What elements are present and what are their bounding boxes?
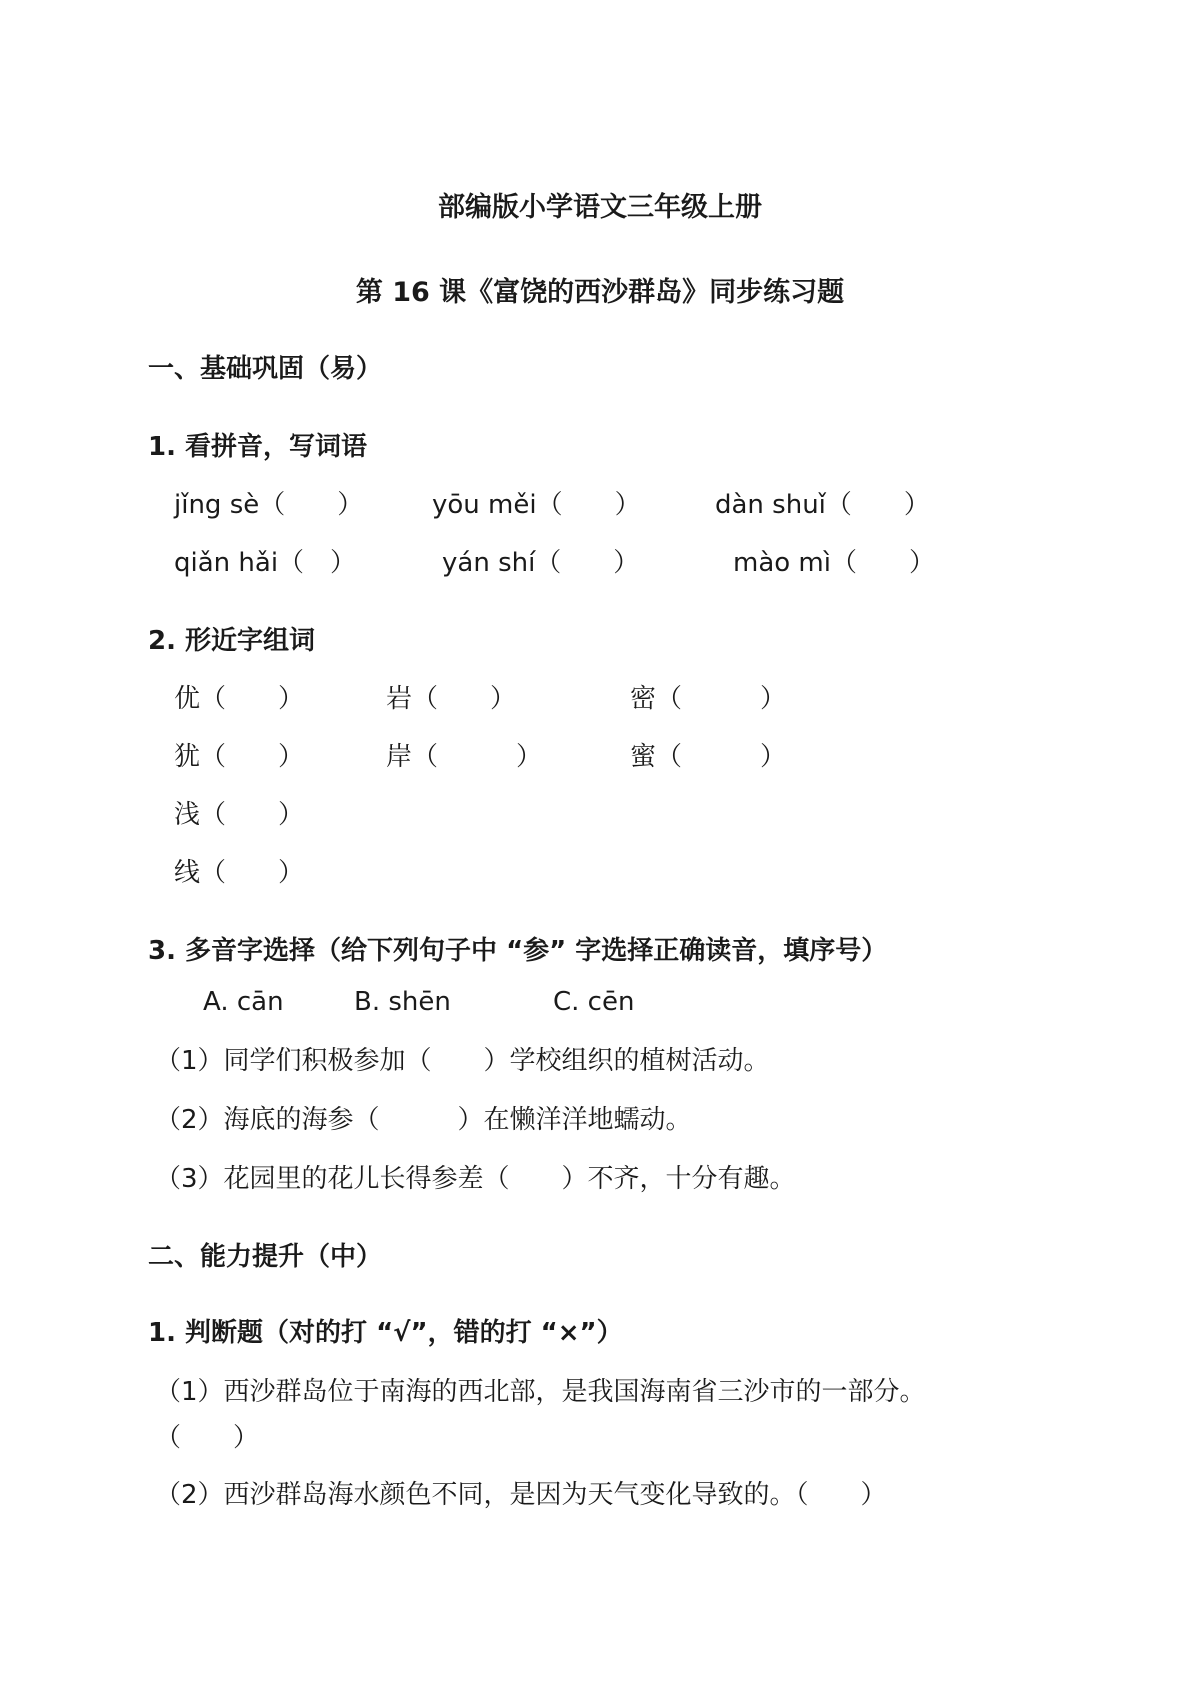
section1-heading: 一、基础巩固（易） [148, 354, 383, 384]
option-c: C. cēn [553, 987, 635, 1017]
q1-heading: 1. 看拼音，写词语 [148, 432, 368, 462]
judge-heading: 1. 判断题（对的打 “√”，错的打 “×”） [148, 1318, 623, 1348]
q2-heading: 2. 形近字组词 [148, 626, 316, 656]
char-item: 密（ ） [630, 684, 787, 714]
pinyin-item: yán shí（ ） [442, 548, 640, 578]
char-item: 优（ ） [174, 684, 305, 714]
page-title: 部编版小学语文三年级上册 [438, 192, 762, 223]
char-item: 岩（ ） [386, 684, 517, 714]
pinyin-item: qiǎn hǎi（ ） [174, 548, 357, 578]
q3-heading: 3. 多音字选择（给下列句子中 “参” 字选择正确读音，填序号） [148, 936, 888, 966]
sentence-item: （1）同学们积极参加（ ）学校组织的植树活动。 [155, 1046, 770, 1076]
judge-sentence: （2）西沙群岛海水颜色不同，是因为天气变化导致的。（ ） [155, 1480, 887, 1510]
pinyin-item: yōu měi（ ） [432, 490, 641, 520]
char-item: 蜜（ ） [630, 742, 787, 772]
char-item: 岸（ ） [386, 742, 543, 772]
pinyin-item: dàn shuǐ（ ） [715, 490, 930, 520]
judge-sentence: （1）西沙群岛位于南海的西北部，是我国海南省三沙市的一部分。 [155, 1377, 926, 1407]
sentence-item: （2）海底的海参（ ）在懒洋洋地蠕动。 [155, 1105, 692, 1135]
pinyin-item: jǐng sè（ ） [174, 490, 364, 520]
lesson-subtitle: 第 16 课《富饶的西沙群岛》同步练习题 [355, 277, 845, 308]
option-a: A. cān [203, 987, 284, 1017]
option-b: B. shēn [354, 987, 451, 1017]
char-item: 线（ ） [174, 858, 305, 888]
judge-blank: （ ） [155, 1423, 260, 1453]
section2-heading: 二、能力提升（中） [148, 1242, 383, 1272]
pinyin-item: mào mì（ ） [733, 548, 935, 578]
char-item: 浅（ ） [174, 800, 305, 830]
sentence-item: （3）花园里的花儿长得参差（ ）不齐，十分有趣。 [155, 1164, 796, 1194]
char-item: 犹（ ） [174, 742, 305, 772]
